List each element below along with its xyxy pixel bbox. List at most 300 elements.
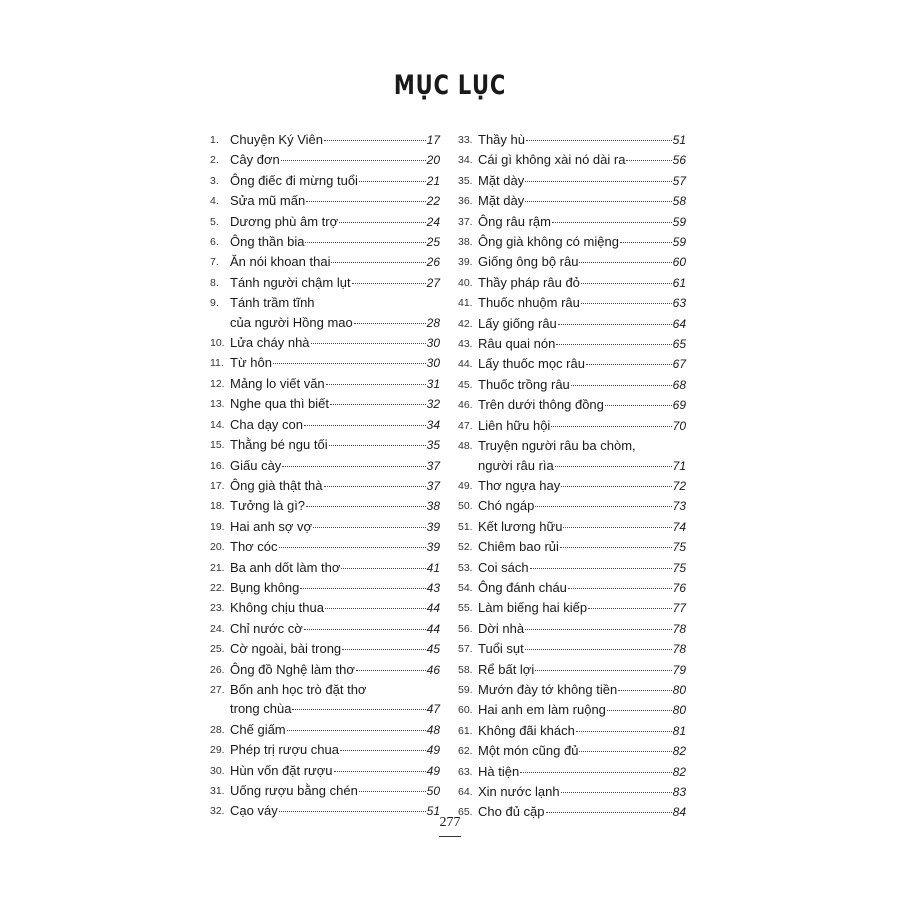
entry-page: 47 (426, 702, 440, 717)
toc-entry (210, 517, 440, 537)
toc-entry (210, 212, 440, 232)
dot-leader (526, 140, 672, 141)
entry-page: 82 (672, 744, 686, 759)
entry-body (478, 334, 686, 354)
entry-body (478, 558, 686, 578)
entry-title-continued: trong chùa (230, 701, 292, 717)
toc-entry (210, 781, 440, 801)
toc-entry (210, 252, 440, 272)
entry-line (478, 375, 686, 395)
entry-line (478, 598, 686, 618)
entry-title: Hai anh sợ vợ (230, 518, 313, 534)
toc-entry (210, 496, 440, 516)
entry-body (478, 212, 686, 232)
entry-page: 61 (672, 275, 686, 290)
dot-leader (605, 405, 672, 406)
entry-body (230, 660, 440, 680)
entry-title: Mướn đày tớ không tiền (478, 681, 618, 697)
entry-title: Ông râu rậm (478, 213, 551, 229)
entry-page: 69 (672, 398, 686, 413)
entry-title: Thơ cóc (230, 539, 278, 555)
entry-body (230, 761, 440, 781)
entry-title: Cái gì không xài nó dài ra (478, 152, 626, 168)
entry-title: Ông đồ Nghệ làm thơ (230, 661, 355, 677)
entry-title: Lấy giống râu (478, 315, 557, 331)
toc-entry (210, 293, 440, 333)
entry-number: 53. (458, 561, 473, 574)
toc-entry (210, 761, 440, 781)
toc-entry (210, 660, 440, 680)
entry-line (478, 537, 686, 557)
entry-title: Chuyện Ký Viên (230, 132, 323, 147)
dot-leader (588, 608, 672, 609)
toc-entry (458, 150, 686, 170)
toc-entry (458, 639, 686, 659)
entry-number: 27. (210, 683, 225, 696)
toc-entry (210, 578, 440, 598)
entry-number: 47. (458, 419, 473, 432)
entry-title: Ông già thật thà (230, 477, 323, 493)
entry-line (478, 416, 686, 436)
toc-entry (210, 740, 440, 760)
entry-line (478, 171, 686, 191)
entry-body (230, 578, 440, 598)
entry-number: 21. (210, 561, 225, 574)
entry-line (478, 334, 686, 354)
entry-body (230, 171, 440, 191)
entry-title: Xin nước lạnh (478, 784, 560, 799)
entry-line (230, 273, 440, 293)
entry-number: 12. (210, 377, 225, 390)
entry-page: 82 (672, 764, 686, 779)
entry-body (478, 252, 686, 272)
dot-leader (306, 506, 426, 507)
dot-leader (525, 629, 672, 630)
toc-entry (458, 354, 686, 374)
toc-entry (210, 537, 440, 557)
entry-page: 38 (426, 499, 440, 514)
entry-number: 55. (458, 602, 473, 615)
entry-number: 5. (210, 215, 219, 228)
entry-number: 41. (458, 297, 473, 310)
entry-title: Kết lương hữu (478, 518, 563, 534)
entry-body (478, 191, 686, 211)
entry-page: 74 (672, 519, 686, 534)
dot-leader (626, 160, 671, 161)
entry-title: Ăn nói khoan thai (230, 254, 331, 270)
entry-line (230, 496, 440, 516)
dot-leader (300, 588, 425, 589)
entry-title: Ông già không có miệng (478, 234, 619, 250)
entry-page: 45 (426, 642, 440, 657)
entry-line (478, 496, 686, 516)
entry-body (478, 375, 686, 395)
entry-title: Rể bất lợi (478, 661, 535, 677)
toc-entry (210, 130, 440, 150)
entry-line (478, 762, 686, 782)
entry-page: 32 (426, 397, 440, 412)
entry-page: 75 (672, 540, 686, 555)
entry-title: Thơ ngựa hay (478, 477, 561, 493)
entry-line (230, 558, 440, 578)
entry-number: 64. (458, 786, 473, 798)
entry-line (230, 639, 440, 659)
entry-page: 76 (672, 580, 686, 595)
toc-entry (458, 700, 686, 720)
entry-title-continued: của người Hồng mao (230, 314, 353, 330)
entry-title: Lấy thuốc mọc râu (478, 356, 585, 372)
entry-line (230, 781, 440, 801)
toc-entry (458, 171, 686, 191)
entry-line (478, 619, 686, 639)
entry-line (230, 212, 440, 232)
entry-body (230, 293, 440, 333)
entry-page: 20 (426, 153, 440, 168)
entry-title: Cha dạy con (230, 416, 303, 432)
entry-line (478, 578, 686, 598)
dot-leader (563, 527, 671, 528)
entry-number: 51. (458, 520, 473, 533)
dot-leader (555, 466, 672, 467)
dot-leader (352, 283, 426, 284)
entry-page: 70 (672, 418, 686, 433)
entry-number: 15. (210, 439, 225, 452)
toc-entry (458, 293, 686, 313)
entry-body (230, 273, 440, 293)
toc-entry (458, 416, 686, 436)
entry-page: 41 (426, 560, 440, 575)
dot-leader (281, 160, 426, 161)
entry-line (478, 273, 686, 293)
entry-number: 11. (210, 357, 224, 370)
entry-line (230, 171, 440, 191)
toc-entry (210, 394, 440, 414)
entry-title: Chó ngáp (478, 498, 535, 514)
entry-page: 26 (426, 255, 440, 270)
entry-title: Hà tiện (478, 763, 520, 779)
entry-body (478, 762, 686, 782)
entry-page: 28 (426, 315, 440, 330)
entry-number: 44. (458, 358, 473, 371)
entry-page: 31 (426, 376, 440, 391)
entry-number: 59. (458, 683, 473, 696)
toc-entry (458, 619, 686, 639)
dot-leader (560, 547, 672, 548)
entry-title: Một món cũng đủ (478, 743, 579, 759)
entry-number: 65. (458, 806, 473, 819)
entry-number: 37. (458, 215, 473, 228)
entry-title: Uống rượu bằng chén (230, 783, 358, 798)
dot-leader (586, 364, 672, 365)
entry-title: Dời nhà (478, 620, 525, 636)
dot-leader (607, 710, 672, 711)
entry-body (230, 232, 440, 252)
toc-entry (458, 762, 686, 782)
dot-leader (324, 140, 426, 141)
dot-leader (340, 750, 426, 751)
entry-number: 30. (210, 764, 225, 777)
entry-line (478, 517, 686, 537)
entry-number: 57. (458, 643, 473, 656)
entry-line (478, 191, 686, 211)
entry-body (478, 354, 686, 374)
toc-entry (458, 375, 686, 395)
toc-entry (458, 578, 686, 598)
entry-number: 8. (210, 276, 219, 289)
entry-number: 31. (210, 785, 225, 797)
entry-line (230, 761, 440, 781)
dot-leader (571, 385, 672, 386)
dot-leader (311, 343, 426, 344)
toc-entry (458, 598, 686, 618)
entry-number: 9. (210, 297, 219, 310)
toc-entry (458, 476, 686, 496)
entry-page: 21 (426, 173, 440, 188)
entry-body (230, 333, 440, 353)
dot-leader (525, 181, 671, 182)
dot-leader (306, 201, 425, 202)
entry-number: 45. (458, 378, 473, 391)
entry-page: 50 (426, 784, 440, 798)
entry-title: Không chịu thua (230, 600, 324, 616)
entry-number: 3. (210, 174, 219, 187)
entry-line (478, 354, 686, 374)
entry-page: 84 (672, 805, 686, 820)
entry-line (230, 353, 440, 373)
entry-body (230, 517, 440, 537)
entry-body (478, 578, 686, 598)
entry-body (478, 171, 686, 191)
entry-body (230, 374, 440, 394)
entry-page: 39 (426, 519, 440, 534)
toc-entry (458, 273, 686, 293)
entry-page: 63 (672, 296, 686, 311)
toc-entry (210, 232, 440, 252)
dot-leader (304, 629, 426, 630)
entry-number: 10. (210, 337, 225, 350)
entry-page: 30 (426, 336, 440, 351)
entry-page: 34 (426, 417, 440, 432)
entry-title: Mặt dày (478, 193, 525, 209)
entry-title: Hùn vốn đặt rượu (230, 762, 333, 778)
entry-title: Chỉ nước cờ (230, 620, 303, 636)
entry-number: 43. (458, 338, 473, 351)
entry-page: 39 (426, 540, 440, 555)
dot-leader (618, 690, 671, 691)
entry-title: Cây đơn (230, 152, 280, 168)
entry-line (478, 212, 686, 232)
entry-body (478, 476, 686, 496)
entry-body (230, 150, 440, 170)
entry-body (230, 598, 440, 618)
dot-leader (292, 709, 425, 710)
entry-title: Bụng không (230, 579, 300, 595)
entry-number: 26. (210, 663, 225, 676)
entry-body (230, 435, 440, 455)
dot-leader (356, 670, 426, 671)
dot-leader (525, 649, 672, 650)
entry-line (230, 537, 440, 557)
entry-number: 40. (458, 276, 473, 289)
entry-page: 67 (672, 357, 686, 372)
dot-leader (581, 283, 672, 284)
dot-leader (620, 242, 672, 243)
entry-line (478, 293, 686, 313)
entry-title: Từ hôn (230, 355, 272, 371)
entry-page: 73 (672, 499, 686, 514)
entry-title: Thuốc nhuộm râu (478, 295, 580, 311)
entry-page: 75 (672, 560, 686, 575)
entry-line (478, 252, 686, 272)
entry-number: 58. (458, 663, 473, 676)
toc-entry (458, 741, 686, 761)
entry-body (478, 639, 686, 659)
dot-leader (530, 568, 672, 569)
entry-body (230, 130, 440, 150)
entry-title: Bốn anh học trò đặt thơ (230, 681, 367, 697)
entry-body (478, 700, 686, 720)
entry-line (478, 456, 686, 476)
entry-page: 71 (672, 458, 686, 473)
dot-leader (579, 262, 671, 263)
entry-body (230, 252, 440, 272)
entry-body (230, 415, 440, 435)
entry-page: 58 (672, 194, 686, 209)
entry-line (478, 314, 686, 334)
entry-number: 35. (458, 174, 473, 187)
entry-title: Mảng lo viết văn (230, 375, 325, 391)
toc-column-left (210, 130, 440, 822)
entry-body (478, 619, 686, 639)
entry-title: Ông đánh cháu (478, 579, 567, 595)
entry-title: Thuốc trồng râu (478, 376, 570, 392)
entry-title: Hai anh em làm ruộng (478, 702, 606, 718)
entry-line (230, 578, 440, 598)
entry-body (478, 721, 686, 741)
entry-title: Trên dưới thông đồng (478, 397, 604, 413)
entry-line (230, 252, 440, 272)
entry-title: Chế giấm (230, 721, 286, 737)
dot-leader (354, 323, 426, 324)
entry-number: 28. (210, 723, 225, 736)
entry-page: 65 (672, 337, 686, 352)
toc-entry (458, 395, 686, 415)
entry-line (230, 517, 440, 537)
entry-title: Thầy hù (478, 132, 525, 147)
entry-page: 78 (672, 642, 686, 657)
entry-number: 22. (210, 581, 225, 594)
entry-line (478, 232, 686, 252)
toc-entry (458, 517, 686, 537)
entry-line (230, 456, 440, 476)
dot-leader (273, 363, 426, 364)
entry-number: 17. (210, 479, 225, 492)
dot-leader (329, 445, 426, 446)
entry-line (230, 150, 440, 170)
dot-leader (324, 486, 426, 487)
entry-line (230, 394, 440, 414)
entry-title: Râu quai nón (478, 336, 556, 352)
entry-line (230, 699, 440, 719)
entry-page: 48 (426, 722, 440, 737)
entry-title: Tánh trầm tĩnh (230, 295, 315, 311)
entry-page: 57 (672, 173, 686, 188)
entry-number: 63. (458, 765, 473, 778)
toc-entry (458, 680, 686, 700)
entry-body (230, 496, 440, 516)
toc-entry (210, 353, 440, 373)
entry-body (478, 293, 686, 313)
dot-leader (525, 201, 671, 202)
toc-entry (210, 273, 440, 293)
entry-title: Sửa mũ mấn (230, 193, 306, 209)
entry-number: 61. (458, 724, 473, 737)
entry-title: Ông điếc đi mừng tuổi (230, 172, 358, 188)
entry-title: Cho đủ cặp (478, 804, 545, 820)
entry-line (478, 395, 686, 415)
entry-page: 78 (672, 621, 686, 636)
entry-line (478, 130, 686, 150)
entry-line (230, 333, 440, 353)
entry-page: 37 (426, 458, 440, 473)
entry-body (230, 456, 440, 476)
entry-page: 59 (672, 214, 686, 229)
entry-line (478, 741, 686, 761)
entry-line (230, 415, 440, 435)
dot-leader (546, 812, 672, 813)
entry-page: 44 (426, 601, 440, 616)
entry-title: Giống ông bộ râu (478, 254, 579, 270)
dot-leader (556, 344, 671, 345)
entry-title: Thầy pháp râu đỏ (478, 274, 580, 290)
entry-line (230, 191, 440, 211)
toc-entry (210, 639, 440, 659)
toc-entry (458, 252, 686, 272)
entry-page: 25 (426, 235, 440, 250)
entry-page: 44 (426, 621, 440, 636)
entry-body (230, 720, 440, 740)
toc-entry (210, 150, 440, 170)
entry-number: 24. (210, 622, 225, 635)
entry-title: Truyện người râu ba chòm, (478, 438, 636, 454)
entry-number: 34. (458, 154, 473, 167)
entry-body (230, 537, 440, 557)
toc-entry (210, 435, 440, 455)
entry-number: 48. (458, 440, 473, 453)
entry-page: 37 (426, 478, 440, 493)
dot-leader (342, 649, 425, 650)
entry-line (478, 680, 686, 700)
entry-number: 4. (210, 195, 219, 208)
entry-page: 27 (426, 275, 440, 290)
entry-title: Dương phù âm trợ (230, 213, 339, 229)
dot-leader (359, 791, 426, 792)
entry-title: Tuổi sụt (478, 641, 524, 657)
entry-number: 1. (210, 134, 219, 146)
entry-title: Coi sách (478, 559, 529, 575)
dot-leader (326, 384, 426, 385)
toc-entry (210, 720, 440, 740)
toc-entry (210, 456, 440, 476)
toc-entry (458, 660, 686, 680)
entry-line (230, 130, 440, 150)
dot-leader (341, 568, 425, 569)
entry-number: 54. (458, 581, 473, 594)
entry-body (230, 353, 440, 373)
entry-number: 42. (458, 317, 473, 330)
entry-line (230, 435, 440, 455)
entry-body (230, 212, 440, 232)
